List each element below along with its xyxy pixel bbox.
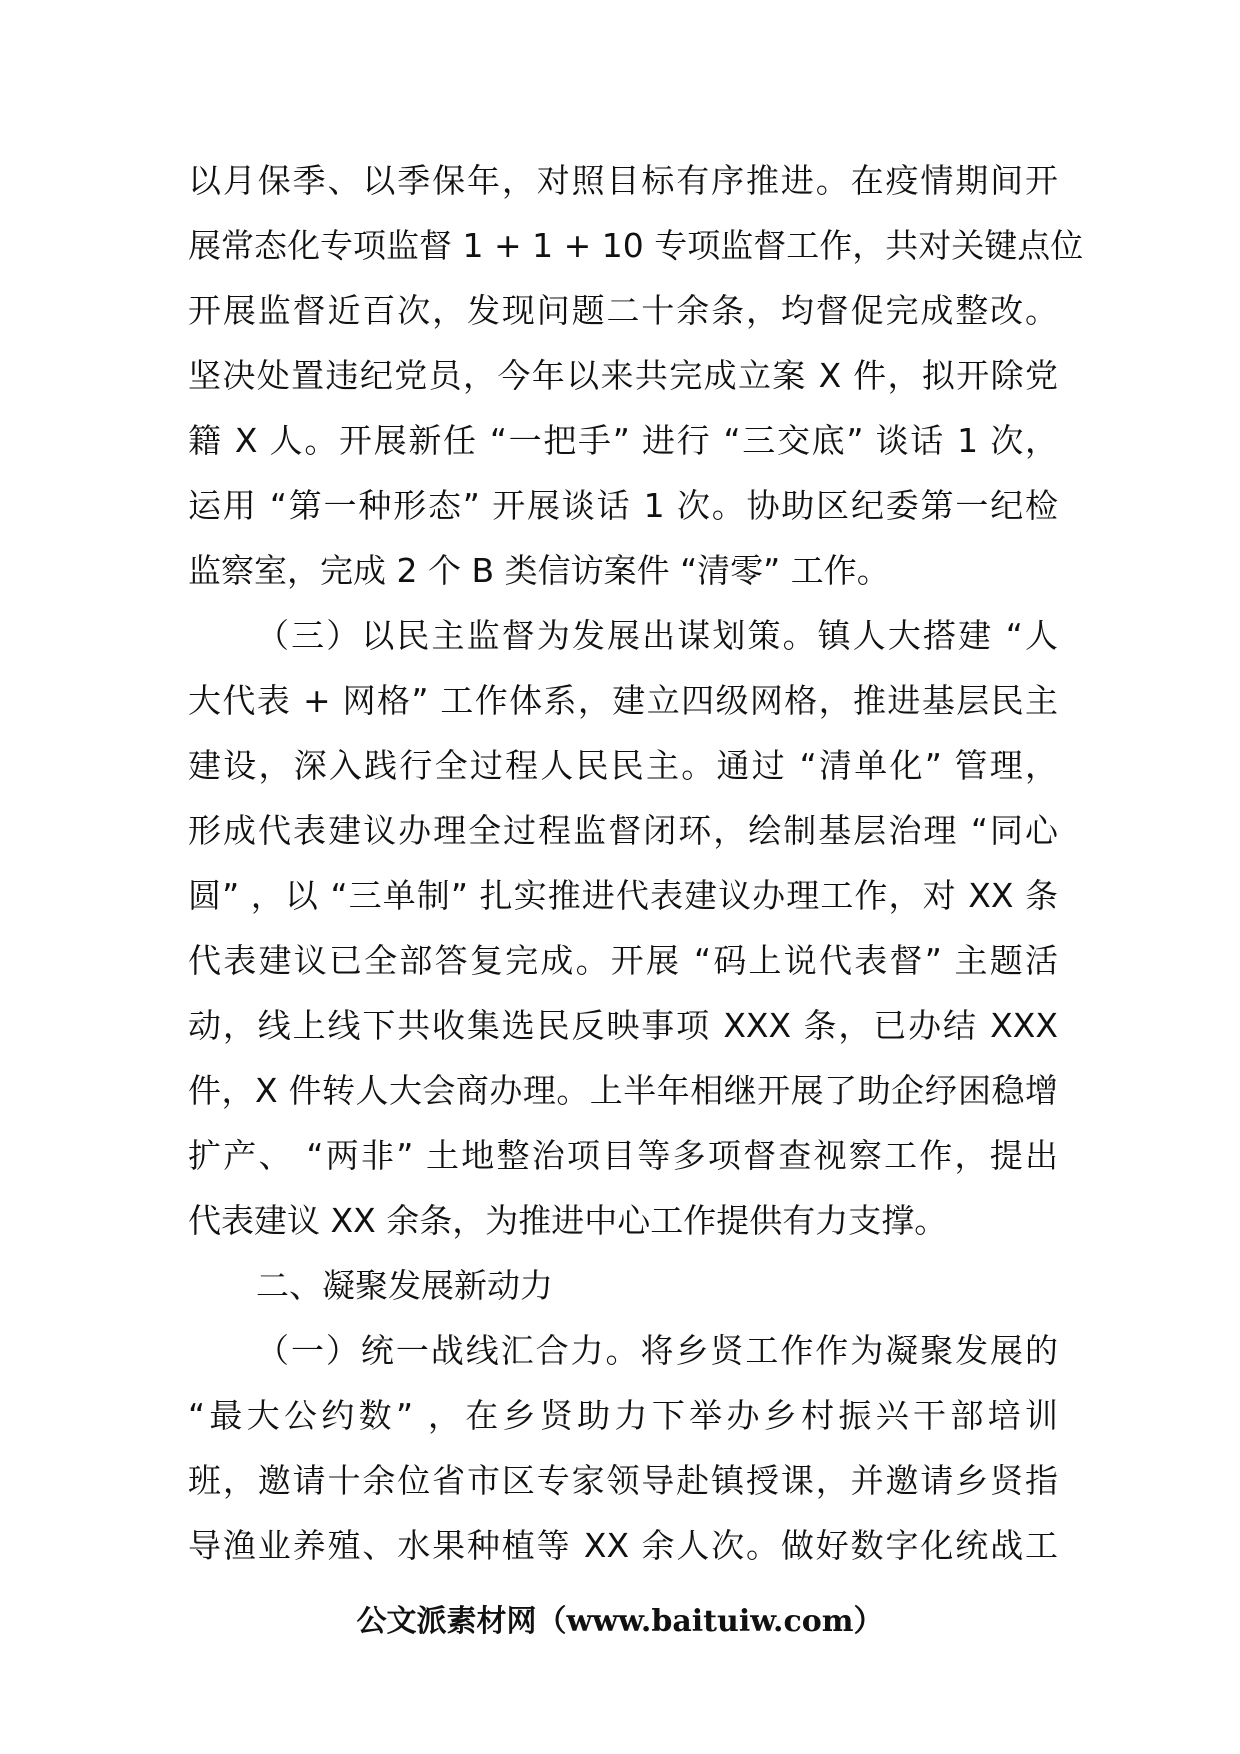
paragraph-line: 动，线上线下共收集选民反映事项 XXX 条，已办结 XXX — [188, 1006, 1058, 1045]
paragraph-first-line: （一）统一战线汇合力。将乡贤工作作为凝聚发展的 — [256, 1331, 1058, 1370]
paragraph-line: 监察室，完成 2 个 B 类信访案件 “清零” 工作。 — [188, 551, 890, 590]
paragraph-line: 开展监督近百次，发现问题二十余条，均督促完成整改。 — [188, 291, 1058, 330]
paragraph-line: 班，邀请十余位省市区专家领导赴镇授课，并邀请乡贤指 — [188, 1461, 1058, 1500]
paragraph-line: 扩产、 “两非” 土地整治项目等多项督查视察工作，提出 — [188, 1136, 1058, 1175]
paragraph-line: 代表建议 XX 余条，为推进中心工作提供有力支撑。 — [188, 1201, 948, 1240]
paragraph-line: 大代表 + 网格” 工作体系，建立四级网格，推进基层民主 — [188, 681, 1058, 720]
paragraph-line: “最大公约数” ，在乡贤助力下举办乡村振兴干部培训 — [188, 1396, 1058, 1435]
paragraph-line: 籍 X 人。开展新任 “一把手” 进行 “三交底” 谈话 1 次， — [188, 421, 1058, 460]
paragraph-line: 坚决处置违纪党员，今年以来共完成立案 X 件，拟开除党 — [188, 356, 1058, 395]
paragraph-line: 运用 “第一种形态” 开展谈话 1 次。协助区纪委第一纪检 — [188, 486, 1058, 525]
paragraph-line: 以月保季、以季保年，对照目标有序推进。在疫情期间开 — [188, 161, 1058, 200]
paragraph-line: 建设，深入践行全过程人民民主。通过 “清单化” 管理， — [188, 746, 1059, 785]
paragraph-line: 代表建议已全部答复完成。开展 “码上说代表督” 主题活 — [188, 941, 1058, 980]
paragraph-first-line: （三）以民主监督为发展出谋划策。镇人大搭建 “人 — [256, 616, 1058, 655]
section-heading: 二、凝聚发展新动力 — [256, 1266, 553, 1305]
footer-source-text: 公文派素材网（www.baituiw.com） — [356, 1604, 884, 1639]
paragraph-line: 导渔业养殖、水果种植等 XX 余人次。做好数字化统战工 — [188, 1526, 1058, 1565]
paragraph-line: 展常态化专项监督 1 + 1 + 10 专项监督工作，共对关键点位 — [188, 226, 1084, 265]
paragraph-line: 圆” ，以 “三单制” 扎实推进代表建议办理工作，对 XX 条 — [188, 876, 1058, 915]
paragraph-line: 形成代表建议办理全过程监督闭环，绘制基层治理 “同心 — [188, 811, 1058, 850]
paragraph-line: 件，X 件转人大会商办理。上半年相继开展了助企纾困稳增 — [188, 1071, 1058, 1110]
